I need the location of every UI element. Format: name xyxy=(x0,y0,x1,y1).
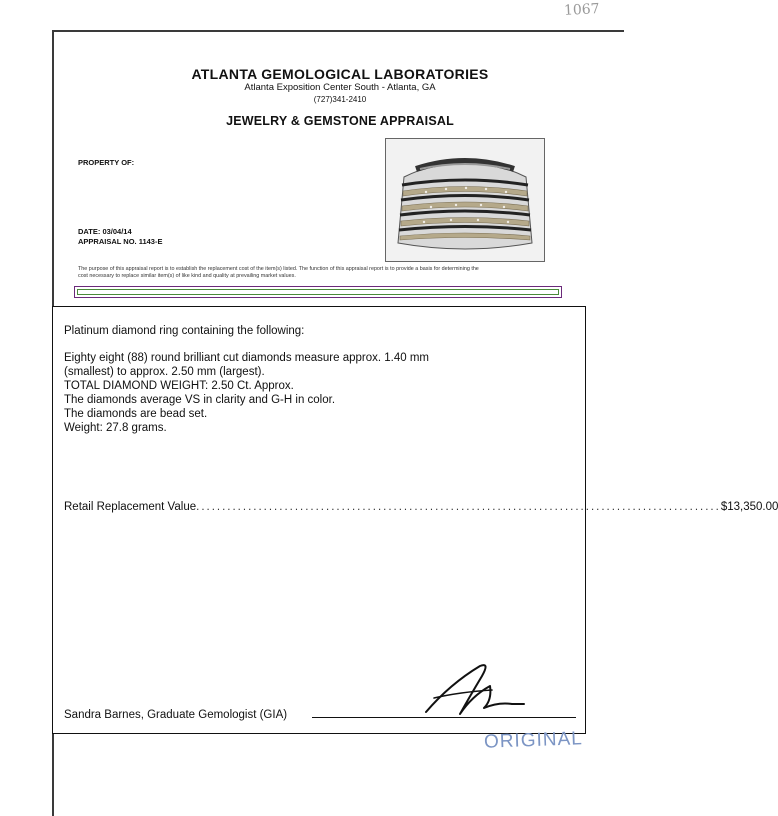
appraisal-number: APPRAISAL NO. 1143-E xyxy=(78,237,163,246)
signature-line xyxy=(312,717,576,718)
page-id: 1067 xyxy=(563,1,601,19)
item-intro: Platinum diamond ring containing the following: xyxy=(64,325,305,337)
detail-line: The diamonds are bead set. xyxy=(64,408,208,420)
retail-value-row xyxy=(64,500,778,514)
purpose-statement xyxy=(78,266,564,280)
signer-name: Sandra Barnes, Graduate Gemologist (GIA) xyxy=(64,709,288,721)
decorative-color-bar-inner xyxy=(77,289,559,295)
lab-phone: (727)341-2410 xyxy=(313,95,367,104)
lab-address: Atlanta Exposition Center South - Atlanta, GA xyxy=(244,82,436,93)
document-title: JEWELRY & GEMSTONE APPRAISAL xyxy=(226,114,454,128)
leader-dots: ..................................................................................................... xyxy=(196,501,721,513)
detail-line: Weight: 27.8 grams. xyxy=(64,422,167,434)
item-details xyxy=(64,351,504,435)
original-stamp: ORIGINAL xyxy=(483,728,584,753)
ring-photo-image xyxy=(386,139,544,261)
property-of-label: PROPERTY OF: xyxy=(78,158,135,167)
scan-border-top xyxy=(52,30,624,32)
detail-line: TOTAL DIAMOND WEIGHT: 2.50 Ct. Approx. xyxy=(64,380,294,392)
appraisal-date: DATE: 03/04/14 xyxy=(78,227,132,236)
detail-line: Eighty eight (88) round brilliant cut diamonds measure approx. 1.40 mm xyxy=(64,352,429,364)
purpose-line: cost necessary to replace similar item(s) of like kind and quality at prevailing market values. xyxy=(78,273,296,279)
retail-value-amount: $13,350.00 xyxy=(720,501,778,513)
ring-photo xyxy=(385,138,545,262)
retail-value-label: Retail Replacement Value xyxy=(64,501,197,513)
detail-line: (smallest) to approx. 2.50 mm (largest). xyxy=(64,366,265,378)
lab-name: ATLANTA GEMOLOGICAL LABORATORIES xyxy=(191,66,489,82)
signature-icon xyxy=(420,656,530,725)
decorative-color-bar xyxy=(74,286,562,298)
purpose-line: The purpose of this appraisal report is to establish the replacement cost of the item(s) listed. The function of this appraisal report is to provide a basis for determining the xyxy=(78,266,479,272)
detail-line: The diamonds average VS in clarity and G-H in color. xyxy=(64,394,336,406)
